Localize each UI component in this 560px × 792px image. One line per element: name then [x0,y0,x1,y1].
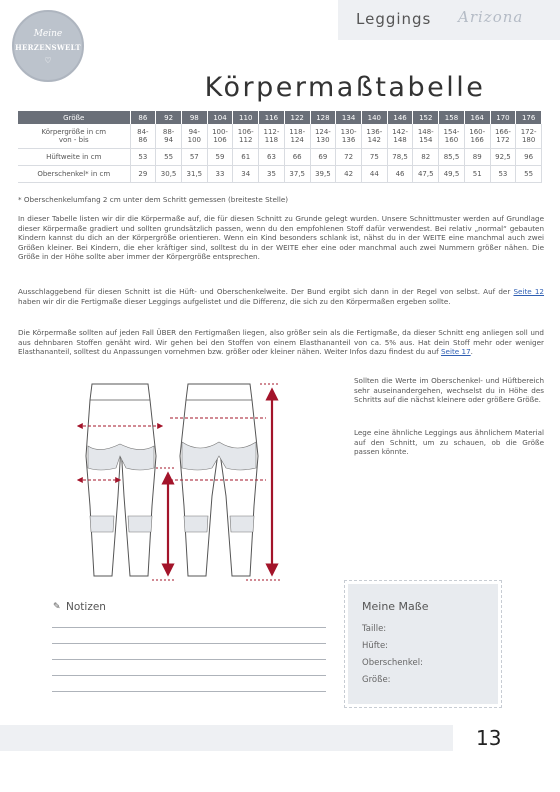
table-cell: 35 [259,165,285,182]
heart-icon: ♡ [44,56,52,65]
table-cell: 148- 154 [413,124,439,148]
table-cell: 85,5 [439,148,465,165]
table-cell: 142- 148 [387,124,413,148]
size-164: 164 [464,111,490,124]
size-86: 86 [130,111,156,124]
row-label-height: Körpergröße in cm von - bis [18,124,130,148]
elastane-paragraph: Die Körpermaße sollten auf jeden Fall ÜBER den Fertigmaßen liegen, also größer sein als die Fertigmaße, da dieser Schnitt eng anliegen soll und aus dehnbaren Stoffen genäht wird. Wir gehen bei den Stoffen von einem Elasthananteil von ca. 5% aus. Hat dein Stoff mehr oder weniger Elasthananteil, solltest du Anpassungen vornehmen bzw. größer oder kleiner nähen. Weiter Infos dazu findest du auf Seite 17. [18,328,544,357]
table-cell: 82 [413,148,439,165]
leggings-illustration [70,376,332,588]
size-128: 128 [310,111,336,124]
size-158: 158 [439,111,465,124]
note-line[interactable] [52,643,326,644]
table-cell: 172- 180 [516,124,542,148]
table-cell: 55 [156,148,182,165]
table-cell: 84- 86 [130,124,156,148]
note-line[interactable] [52,627,326,628]
field-hip[interactable]: Hüfte: [362,641,389,651]
waist-paragraph: Ausschlaggebend für diesen Schnitt ist die Hüft- und Oberschenkelweite. Der Bund ergibt sich dann in der Regel von selbst. Auf der Seite 12 haben wir dir die Fertigmaße dieser Leggings aufgelistet und die Differenz, die sich zu den Körpermaßen ergeben sollte. [18,287,545,306]
footer-band [0,725,453,751]
table-cell: 78,5 [387,148,413,165]
table-cell: 51 [464,165,490,182]
table-cell: 96 [516,148,542,165]
table-cell: 61 [233,148,259,165]
size-176: 176 [516,111,542,124]
table-cell: 44 [361,165,387,182]
size-170: 170 [490,111,516,124]
table-row [18,124,542,148]
intro-paragraph: In dieser Tabelle listen wir dir die Körpermaße auf, die für diesen Schnitt zu Grunde gelegt wurden. Unsere Schnittmuster werden auf Grundlage dieser Körpermaße gradiert und sollten grundsätzlich passen, wenn du den empfohlenen Stoff dafür verwendest. Bei relativ „normal“ gebauten Kindern kannst du dich an der Körpergröße orientieren. Wenn ein Kind besonders schlank ist, nähst du in der WEITE eine manchmal auch zwei Größen kleiner. Bei Kindern, die eher kräftiger sind, solltest du in der WEITE eher eine oder manchmal auch zwei Nummern größer nähen. Die Größe in der Höhe sollte aber immer der Körpergröße entsprechen. [18,214,544,262]
size-146: 146 [387,111,413,124]
size-122: 122 [284,111,310,124]
table-cell: 42 [336,165,362,182]
table-cell: 33 [207,165,233,182]
table-cell: 46 [387,165,413,182]
table-cell: 31,5 [181,165,207,182]
table-cell: 49,5 [439,165,465,182]
leggings-front [86,384,156,576]
table-cell: 47,5 [413,165,439,182]
note-line[interactable] [52,675,326,676]
table-cell: 100- 106 [207,124,233,148]
document-title: Leggings [356,10,432,28]
table-cell: 37,5 [284,165,310,182]
table-cell: 118- 124 [284,124,310,148]
logo-line2: HERZENSWELT [15,43,81,52]
pattern-name: Arizona [458,8,524,26]
field-size[interactable]: Größe: [362,675,391,685]
table-cell: 136- 142 [361,124,387,148]
size-152: 152 [413,111,439,124]
pencil-icon: ✎ [53,602,61,612]
page-12-link[interactable]: Seite 12 [513,287,545,296]
size-110: 110 [233,111,259,124]
table-footnote: * Oberschenkelumfang 2 cm unter dem Schritt gemessen (breiteste Stelle) [18,195,289,204]
table-cell: 106- 112 [233,124,259,148]
table-cell: 34 [233,165,259,182]
table-cell: 130- 136 [336,124,362,148]
size-140: 140 [361,111,387,124]
table-cell: 66 [284,148,310,165]
page-17-link[interactable]: Seite 17 [440,347,471,357]
table-cell: 112- 118 [259,124,285,148]
row-label-hip: Hüftweite in cm [18,148,130,165]
size-98: 98 [181,111,207,124]
table-cell: 57 [181,148,207,165]
side-note-size-change: Sollten die Werte im Oberschenkel- und Hüftbereich sehr auseinandergehen, wechselst du in Höhe des Schritts auf die nächst kleinere oder größere Größe. [354,376,544,405]
table-cell: 53 [130,148,156,165]
table-row [18,165,542,182]
table-cell: 59 [207,148,233,165]
size-104: 104 [207,111,233,124]
size-header-row [18,111,542,124]
table-cell: 29 [130,165,156,182]
table-cell: 75 [361,148,387,165]
table-cell: 92,5 [490,148,516,165]
page-title: Körpermaßtabelle [204,72,486,103]
table-cell: 72 [336,148,362,165]
page-number: 13 [476,726,502,750]
table-cell: 94- 100 [181,124,207,148]
size-table [18,111,542,183]
note-line[interactable] [52,691,326,692]
table-cell: 124- 130 [310,124,336,148]
size-134: 134 [336,111,362,124]
table-cell: 166- 172 [490,124,516,148]
size-92: 92 [156,111,182,124]
table-cell: 154- 160 [439,124,465,148]
size-header-label: Größe [18,111,130,124]
table-cell: 89 [464,148,490,165]
table-cell: 39,5 [310,165,336,182]
table-cell: 69 [310,148,336,165]
field-waist[interactable]: Taille: [362,624,387,634]
measurements-title: Meine Maße [362,600,429,613]
table-cell: 160- 166 [464,124,490,148]
table-cell: 88- 94 [156,124,182,148]
table-cell: 53 [490,165,516,182]
notes-heading: Notizen [66,601,106,613]
table-cell: 55 [516,165,542,182]
table-cell: 30,5 [156,165,182,182]
size-116: 116 [259,111,285,124]
side-note-compare: Lege eine ähnliche Leggings aus ähnlichem Material auf den Schnitt, um zu schauen, ob die Größe passen könnte. [354,428,544,457]
row-label-thigh: Oberschenkel* in cm [18,165,130,182]
table-cell: 63 [259,148,285,165]
table-row [18,148,542,165]
logo-line1: Meine [33,29,63,39]
note-line[interactable] [52,659,326,660]
field-thigh[interactable]: Oberschenkel: [362,658,423,668]
